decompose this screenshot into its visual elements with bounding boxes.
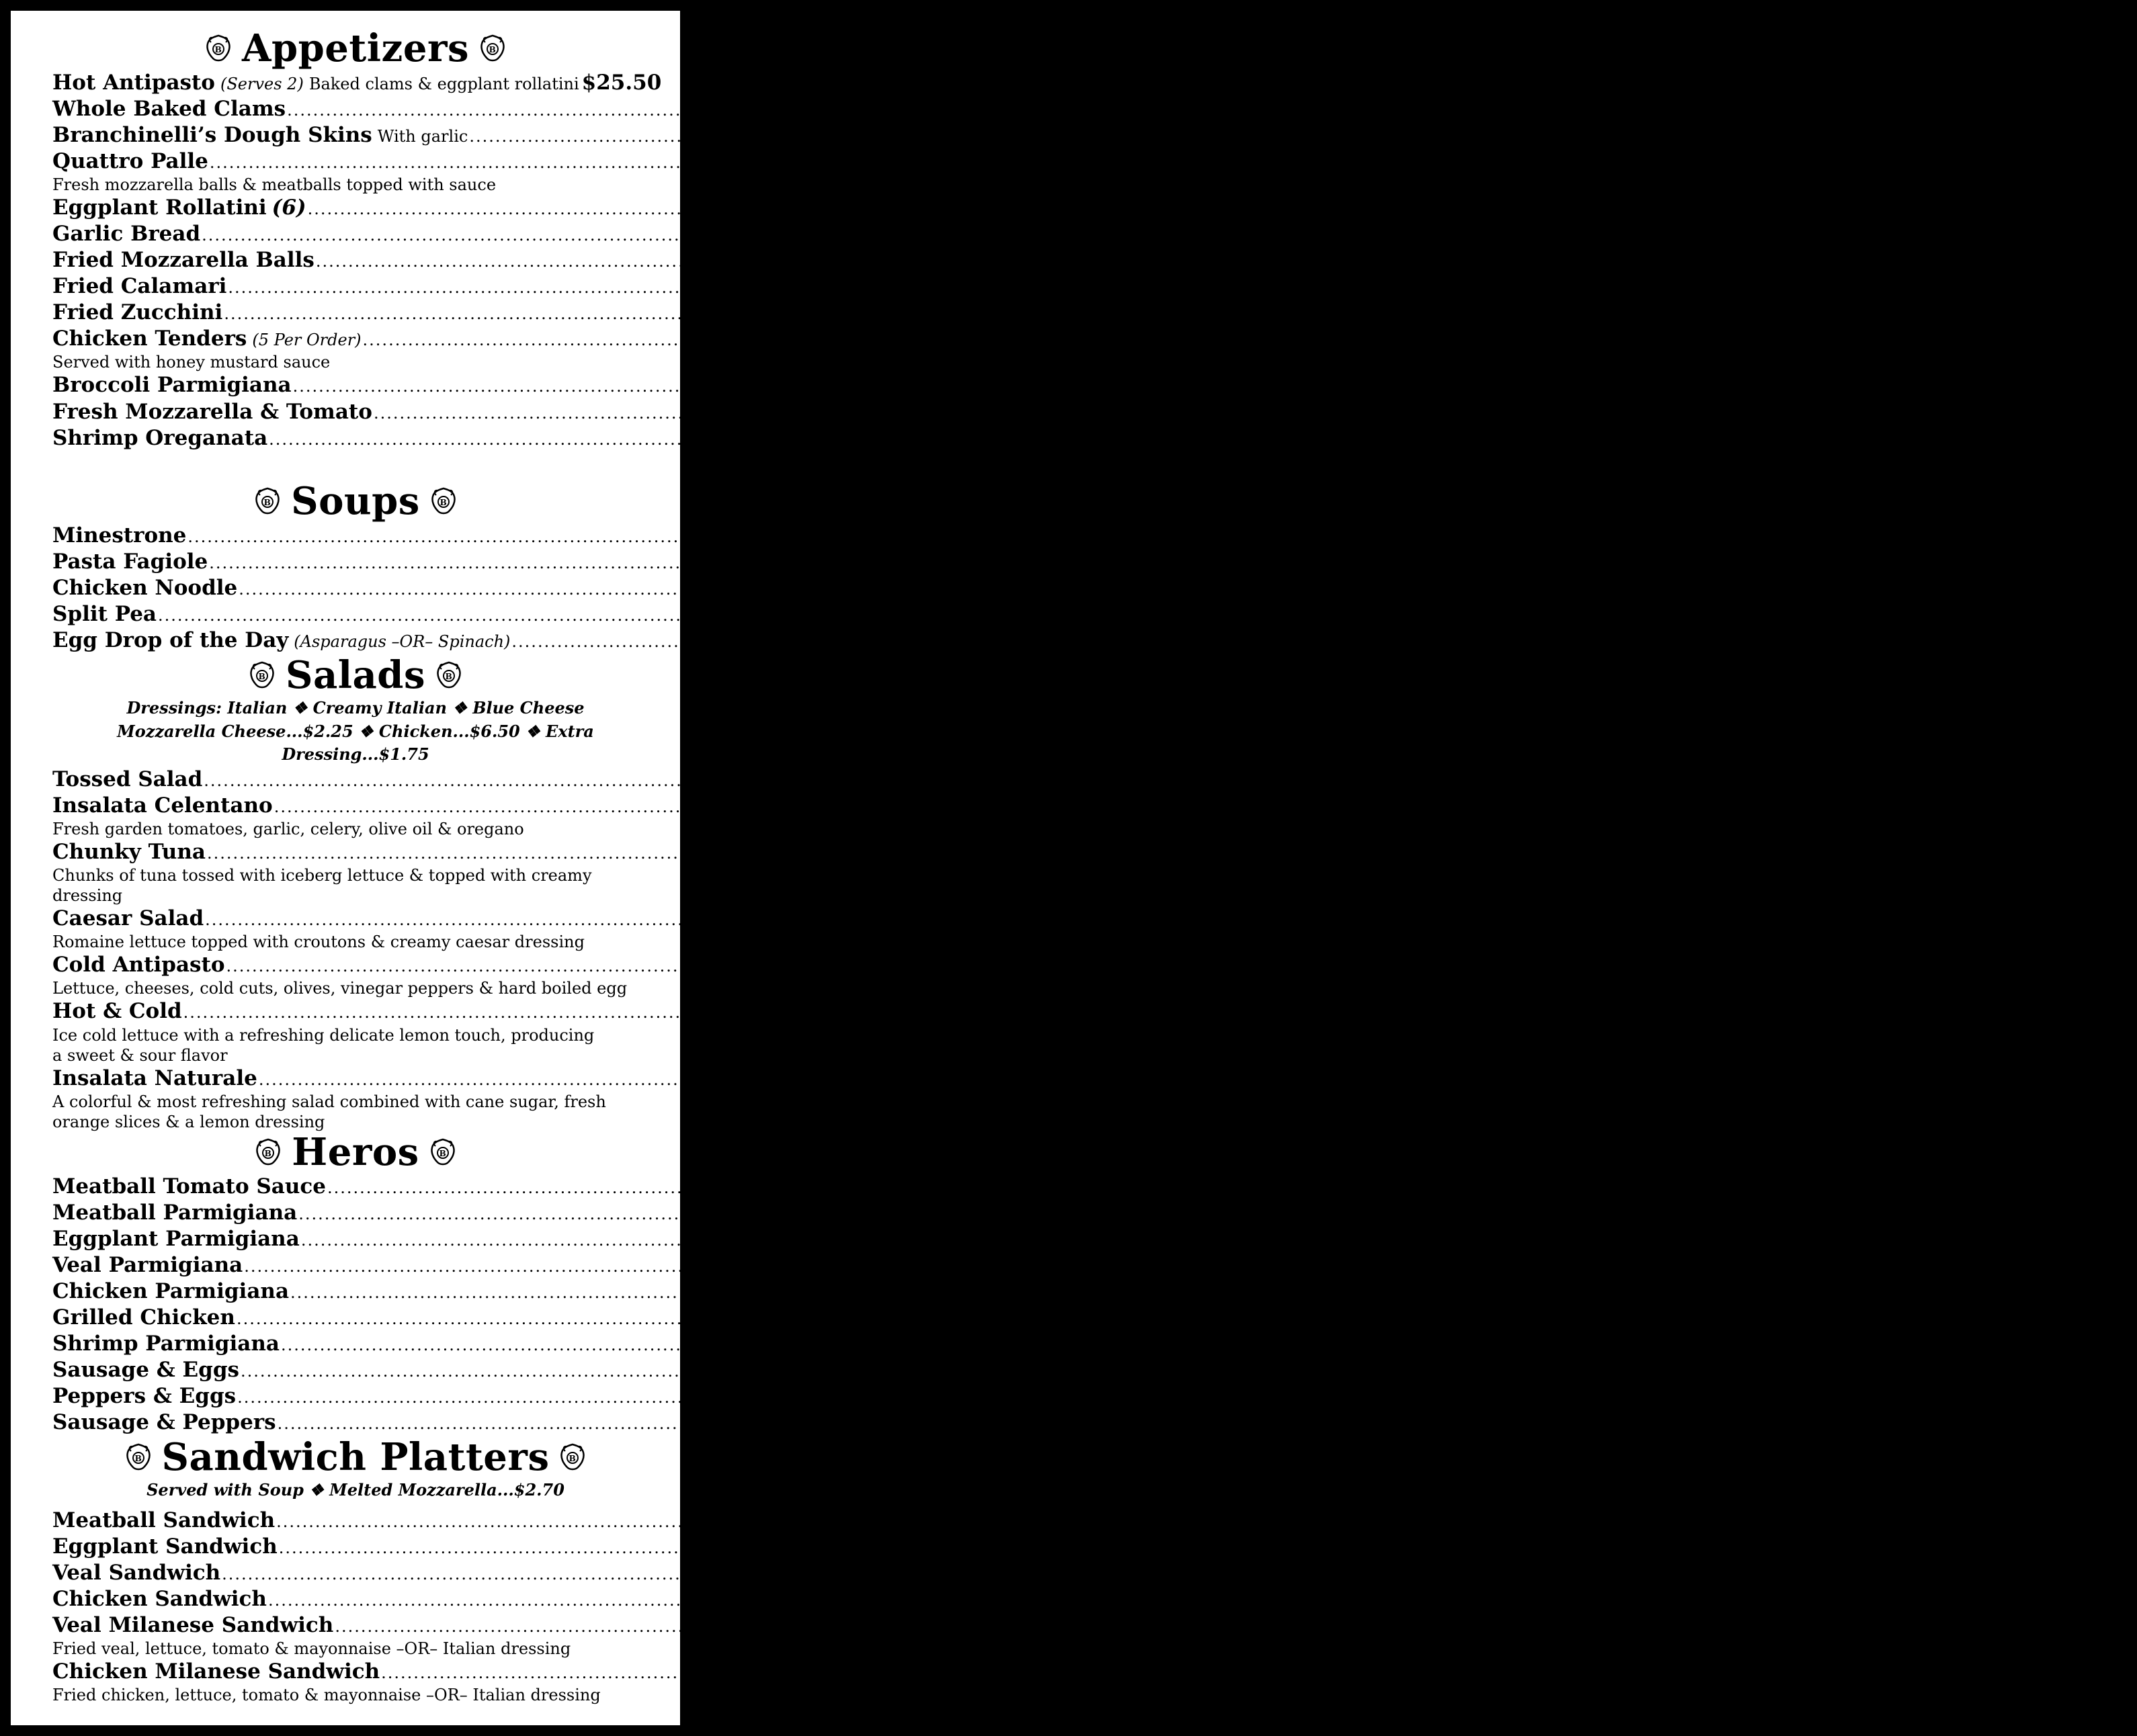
item-price: $12.15 xyxy=(1717,373,1798,398)
restaurant-logo-icon xyxy=(255,1138,281,1166)
leader-dots xyxy=(268,1590,1691,1610)
item-price: $10.25 xyxy=(1936,627,2017,652)
menu-item xyxy=(52,1508,1782,1534)
item-name: Eggplant Rollatini xyxy=(52,196,267,220)
item-price: $13.95 xyxy=(1798,399,1878,424)
menu-item xyxy=(52,523,1693,549)
item-price: $17.45 xyxy=(1693,425,1774,450)
item-price: (8) $16.25 xyxy=(1712,97,1833,122)
item-name: Meatball Parmigiana xyxy=(52,1200,298,1225)
leader-dots xyxy=(374,403,1797,423)
leader-dots xyxy=(241,1361,1664,1381)
item-price: $13.65 xyxy=(1699,793,1779,818)
svg-text:B: B xyxy=(263,497,271,507)
item-description: Chunks of tuna tossed with iceberg lettuce & topped with creamy dressing xyxy=(52,866,592,906)
menu-item xyxy=(52,399,1878,425)
menu-item xyxy=(52,221,1999,247)
restaurant-logo-icon xyxy=(249,661,275,689)
item-name: Quattro Palle xyxy=(52,149,208,174)
section-title-text: Appetizers xyxy=(242,26,469,71)
item-price: $10.25 xyxy=(1663,575,1744,600)
item-name: Fried Calamari xyxy=(52,274,227,299)
item-price: $15.25 xyxy=(1661,1305,1741,1330)
leader-dots xyxy=(316,251,1739,271)
item-name: Chicken Milanese Sandwich xyxy=(52,1659,380,1684)
menu-item xyxy=(52,1066,1763,1132)
menu-item-hot-cold xyxy=(52,998,2137,1065)
item-name: Shrimp Parmigiana xyxy=(52,1331,280,1356)
menu-item xyxy=(52,1612,1840,1659)
item-name: Eggplant Sandwich xyxy=(52,1534,278,1559)
section-title-text: Heros xyxy=(292,1129,419,1174)
menu-page xyxy=(11,11,2137,1725)
leader-dots xyxy=(290,1283,1714,1303)
svg-text:B: B xyxy=(258,671,266,681)
item-price: $13.90 xyxy=(1662,1383,1743,1408)
svg-text:B: B xyxy=(439,1148,447,1158)
item-price: $15.25 xyxy=(1715,1278,1796,1303)
svg-text:B: B xyxy=(214,45,222,54)
item-price: $17.50 xyxy=(1693,1586,1773,1611)
leader-dots xyxy=(224,304,1647,324)
menu-item xyxy=(52,549,1714,575)
leader-dots xyxy=(237,1309,1660,1329)
restaurant-logo-icon xyxy=(430,1138,456,1166)
item-description: Fresh mozzarella balls & meatballs topped with sauce xyxy=(52,175,497,195)
item-name: Fried Zucchini xyxy=(52,300,223,325)
leader-dots xyxy=(237,1387,1661,1407)
item-description: Ice cold lettuce with a refreshing delicate lemon touch, producing xyxy=(52,1025,595,1045)
item-price: $16.50 xyxy=(1704,1534,1784,1559)
item-price: $10.25 xyxy=(1634,549,1714,574)
restaurant-logo-icon xyxy=(255,487,280,515)
item-price: $17.50 xyxy=(1806,1659,1886,1684)
restaurant-logo-icon xyxy=(431,487,456,515)
menu-item xyxy=(52,1305,1741,1331)
menu-item xyxy=(52,300,1729,326)
menu-item xyxy=(52,326,1868,372)
leader-dots xyxy=(158,605,1581,625)
menu-item xyxy=(52,148,1714,195)
item-name: Chunky Tuna xyxy=(52,840,206,865)
leader-dots xyxy=(298,1204,1722,1224)
menu-item xyxy=(52,601,1663,627)
item-name: Meatball Tomato Sauce xyxy=(52,1174,327,1199)
item-price: $11.85 xyxy=(1787,327,1868,351)
leader-dots xyxy=(327,1178,1751,1198)
item-name: Pasta Fagiole xyxy=(52,549,208,574)
menu-item xyxy=(52,575,1744,601)
leader-dots xyxy=(381,1663,1804,1683)
item-price: $11.85 xyxy=(1628,767,1709,792)
leader-dots xyxy=(293,376,1716,396)
leader-dots xyxy=(210,153,1633,173)
menu-item xyxy=(52,1586,1773,1612)
leader-dots xyxy=(276,1512,1700,1532)
section-title-text: Sandwich Platters xyxy=(161,1435,550,1480)
item-description: Lettuce, cheeses, cold cuts, olives, vinegar peppers & hard boiled egg xyxy=(52,979,628,998)
item-inline-desc: Baked clams & eggplant rollatini xyxy=(308,75,579,93)
svg-text:B: B xyxy=(445,671,453,681)
item-name: Tossed Salad xyxy=(52,767,203,792)
item-price: $10.25 xyxy=(1612,523,1693,548)
menu-item xyxy=(52,96,2021,122)
leader-dots xyxy=(279,1538,1702,1558)
item-name: Cold Antipasto xyxy=(52,953,225,978)
leader-dots xyxy=(259,1070,1682,1090)
menu-item xyxy=(52,839,1712,906)
item-name: Whole Baked Clams xyxy=(52,97,286,122)
item-note: (5 Per Order) xyxy=(252,331,362,350)
item-name: Eggplant Parmigiana xyxy=(52,1226,300,1251)
item-description: a sweet & sour flavor xyxy=(52,1045,228,1065)
section-spacer xyxy=(52,451,659,482)
item-name: Egg Drop of the Day xyxy=(52,627,289,652)
leader-dots xyxy=(205,910,1628,930)
item-price: $20.35 xyxy=(1759,1613,1840,1638)
menu-item xyxy=(52,273,1733,300)
item-price: $13.25 xyxy=(1634,149,1714,174)
menu-item xyxy=(52,425,1774,451)
leader-dots xyxy=(301,1230,1724,1250)
menu-item xyxy=(52,1331,1786,1357)
item-price: $10.25 xyxy=(1583,601,1663,626)
menu-item xyxy=(52,1409,1782,1436)
appetizers-heading xyxy=(52,26,659,71)
item-name: Broccoli Parmigiana xyxy=(52,373,292,398)
item-name: Chicken Parmigiana xyxy=(52,1278,290,1303)
leader-dots xyxy=(244,1256,1667,1276)
item-description: Fresh garden tomatoes, garlic, celery, olive oil & oregano xyxy=(52,820,524,839)
svg-text:B: B xyxy=(264,1148,272,1158)
item-name: Veal Parmigiana xyxy=(52,1252,243,1277)
leader-dots xyxy=(363,330,1786,350)
menu-item xyxy=(52,1357,1745,1383)
menu-item xyxy=(52,1252,1749,1278)
item-description: Fried veal, lettuce, tomato & mayonnaise –OR– Italian dressing xyxy=(52,1639,571,1659)
item-option-label: Shrimp xyxy=(1990,1002,2057,1023)
item-name: Insalata Naturale xyxy=(52,1066,257,1090)
leader-dots xyxy=(335,1616,1758,1637)
restaurant-logo-icon xyxy=(480,34,505,62)
item-name: Veal Milanese Sandwich xyxy=(52,1613,334,1638)
item-price: $19.75 xyxy=(1706,1331,1786,1356)
item-option-label: With Mozzarella Cheese xyxy=(1712,225,1930,245)
item-description: orange slices & a lemon dressing xyxy=(52,1112,325,1131)
restaurant-logo-icon xyxy=(560,1443,585,1471)
menu-item xyxy=(52,1383,1743,1409)
item-price: $12.85 xyxy=(1894,123,1974,148)
item-price: $19.75 xyxy=(1669,1252,1749,1277)
restaurant-logo-icon xyxy=(436,661,462,689)
leader-dots xyxy=(308,199,1731,219)
menu-item xyxy=(52,1560,1727,1586)
leader-dots xyxy=(239,579,1662,599)
item-inline-desc: With garlic xyxy=(377,127,468,146)
item-price: $17.00 xyxy=(1652,274,1733,299)
item-description: Served with honey mustard sauce xyxy=(52,353,331,372)
item-name: Branchinelli’s Dough Skins xyxy=(52,123,372,148)
menu-item xyxy=(52,372,1798,398)
item-price: $25.50 xyxy=(581,71,662,95)
item-name: Chicken Noodle xyxy=(52,575,238,600)
item-note: (6) xyxy=(271,196,306,220)
salads-heading xyxy=(52,652,659,697)
leader-dots xyxy=(287,100,1710,120)
item-price: $14.65 xyxy=(1665,1357,1745,1382)
item-name: Grilled Chicken xyxy=(52,1305,235,1330)
leader-dots xyxy=(226,956,1650,976)
item-name: Meatball Sandwich xyxy=(52,1508,276,1532)
item-option-label: Veal xyxy=(1857,1002,1896,1023)
item-price: $19.30 xyxy=(1650,953,1731,978)
item-price: $13.65 xyxy=(1630,906,1710,931)
item-name: Hot Antipasto xyxy=(52,71,215,95)
item-name: Garlic Bread xyxy=(52,222,201,247)
restaurant-logo-icon xyxy=(206,34,231,62)
item-name: Chicken Sandwich xyxy=(52,1586,267,1611)
restaurant-logo-icon xyxy=(126,1443,151,1471)
item-price: $12.90 xyxy=(1683,1066,1763,1090)
leader-dots xyxy=(207,843,1630,863)
item-option-price: $21.10 xyxy=(2062,1000,2137,1023)
item-option-label: Breaded Chicken xyxy=(1608,1002,1763,1023)
leader-dots xyxy=(511,632,1935,652)
menu-item xyxy=(52,793,1779,839)
item-name: Fresh Mozzarella & Tomato xyxy=(52,399,372,424)
leader-dots xyxy=(202,225,1625,245)
menu-item xyxy=(52,1278,1796,1305)
item-name: Sausage & Peppers xyxy=(52,1409,276,1434)
dressings-note: Dressings: Italian ❖ Creamy Italian ❖ Blue Cheese xyxy=(126,697,585,718)
section-title-text: Salads xyxy=(286,652,425,697)
menu-item xyxy=(52,1174,1833,1200)
item-price: $15.40 xyxy=(1732,196,1812,220)
menu-item xyxy=(52,627,2017,654)
menu-item xyxy=(52,247,1820,273)
menu-item xyxy=(52,70,662,96)
item-name: Hot & Cold xyxy=(52,999,182,1024)
item-description: Romaine lettuce topped with croutons & creamy caesar dressing xyxy=(52,932,585,952)
item-option-label: 1 Dozen xyxy=(1851,98,1937,121)
leader-dots xyxy=(274,797,1698,817)
leader-dots xyxy=(204,771,1627,791)
item-price: $14.15 xyxy=(1723,1200,1804,1225)
leader-dots xyxy=(187,527,1611,547)
menu-item xyxy=(52,952,1731,998)
salad-extras-note: Mozzarella Cheese...$2.25 ❖ Chicken...$6.50 ❖ Extra Dressing...$1.75 xyxy=(117,721,594,765)
item-name: Peppers & Eggs xyxy=(52,1383,237,1408)
item-name: Fried Mozzarella Balls xyxy=(52,248,315,273)
item-price: $14.35 xyxy=(1632,840,1712,865)
menu-item xyxy=(52,1226,1806,1252)
item-name: Minestrone xyxy=(52,523,187,548)
menu-item xyxy=(52,122,1974,148)
item-price: $15.25 xyxy=(1702,1409,1782,1434)
section-title-text: Soups xyxy=(291,478,420,523)
heros-heading xyxy=(52,1129,659,1174)
item-name: Chicken Tenders xyxy=(52,327,247,351)
menu-item xyxy=(52,906,1710,952)
leader-dots xyxy=(281,1335,1704,1355)
item-price: $5.90 xyxy=(1626,222,1692,247)
item-option-price: $24.00 xyxy=(1941,97,2021,122)
item-name: Caesar Salad xyxy=(52,906,204,931)
leader-dots xyxy=(183,1002,1607,1023)
item-name: Sausage & Eggs xyxy=(52,1357,239,1382)
item-price: $16.50 xyxy=(1701,1508,1782,1532)
item-option-price: $21.10 xyxy=(1900,1000,1976,1023)
svg-text:B: B xyxy=(134,1454,142,1464)
menu-item xyxy=(52,767,1709,793)
item-price: $13.50 xyxy=(1741,248,1820,273)
leader-dots xyxy=(469,126,1892,146)
item-price: $14.15 xyxy=(1726,1226,1806,1251)
menu-item xyxy=(52,195,1812,221)
item-name: Veal Sandwich xyxy=(52,1560,221,1585)
leader-dots xyxy=(278,1414,1701,1434)
leader-dots xyxy=(209,553,1632,573)
item-name: Split Pea xyxy=(52,601,157,626)
soups-heading xyxy=(52,478,659,523)
item-note: (Asparagus –OR– Spinach) xyxy=(294,632,511,651)
item-name: Insalata Celentano xyxy=(52,793,273,818)
svg-text:B: B xyxy=(489,45,497,54)
item-option-price: $8.00 xyxy=(1933,222,1999,247)
leader-dots xyxy=(228,277,1651,298)
item-note: (Serves 2) xyxy=(220,75,304,93)
menu-item xyxy=(52,1534,1784,1560)
sandwich-platters-heading xyxy=(52,1435,659,1480)
item-description: Fried chicken, lettuce, tomato & mayonnaise –OR– Italian dressing xyxy=(52,1686,601,1705)
item-price: $11.85 xyxy=(1648,300,1729,325)
svg-text:B: B xyxy=(439,497,448,507)
item-description: A colorful & most refreshing salad combined with cane sugar, fresh xyxy=(52,1092,606,1111)
svg-text:B: B xyxy=(569,1454,577,1464)
item-price: $20.35 xyxy=(1646,1560,1727,1585)
item-price: $13.50 xyxy=(1752,1174,1833,1199)
platters-subtitle: Served with Soup ❖ Melted Mozzarella...$2.70 xyxy=(146,1480,564,1500)
menu-item xyxy=(52,1200,1804,1226)
item-name: Shrimp Oreganata xyxy=(52,425,268,450)
leader-dots xyxy=(222,1564,1645,1584)
menu-item xyxy=(52,1659,1886,1705)
leader-dots xyxy=(269,429,1692,449)
item-option-price: $17.50 xyxy=(1768,1000,1843,1023)
